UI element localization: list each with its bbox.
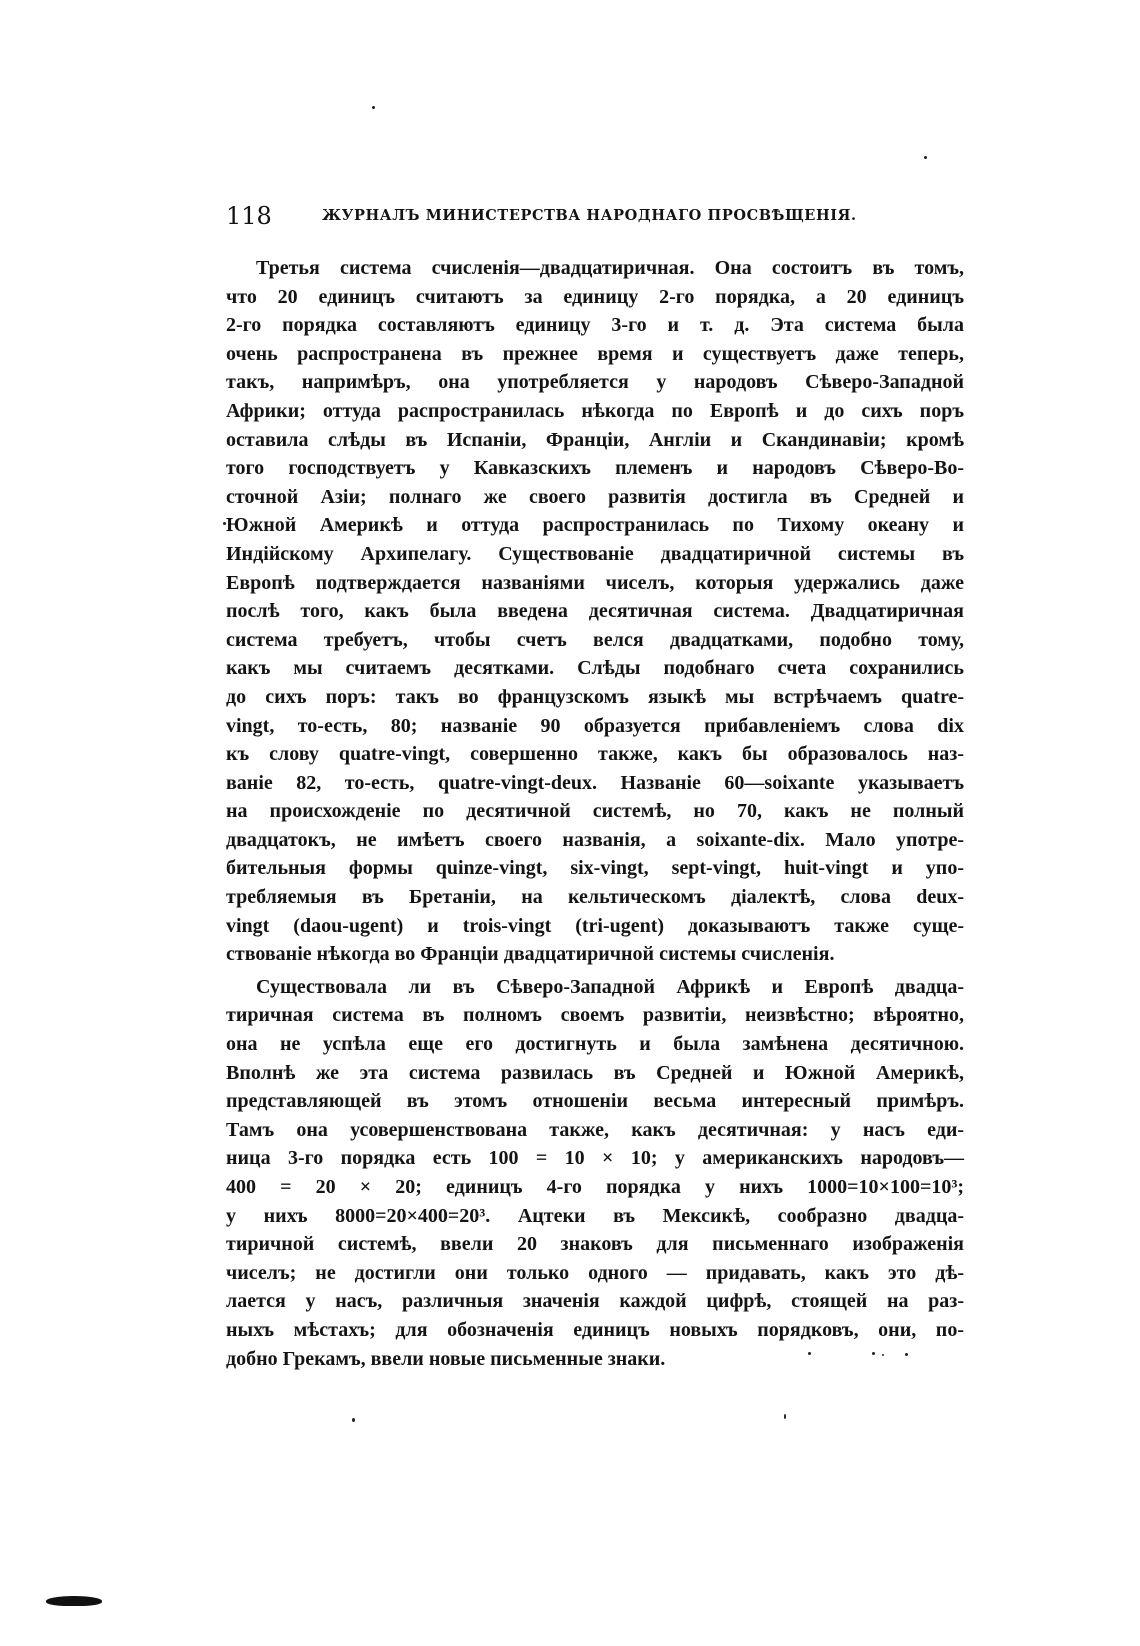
binding-mark [46, 1596, 102, 1606]
scan-speck [784, 1414, 786, 1419]
text-line: vingt, то-есть, 80; названіе 90 образуется прибавленіемъ слова dix [226, 714, 964, 737]
scan-speck [872, 1352, 875, 1355]
text-line: добно Грекамъ, ввели новые письменные знаки. [226, 1347, 666, 1370]
text-line: Южной Америкѣ и оттуда распространилась по Тихому океану и [226, 514, 964, 537]
text-line: бительныя формы quinze-vingt, six-vingt, sept-vingt, huit-vingt и упо- [226, 857, 964, 880]
text-line: она не успѣла еще его достигнуть и была замѣнена десятичною. [226, 1033, 964, 1056]
text-line: Вполнѣ же эта система развилась въ Средней и Южной Америкѣ, [226, 1061, 964, 1084]
scan-speck [808, 1352, 811, 1355]
text-line: до сихъ поръ: такъ во французскомъ языкѣ мы встрѣчаемъ quatre- [226, 685, 964, 708]
scan-speck [372, 106, 375, 109]
text-line: ваніе 82, то-есть, quatre-vingt-deux. Названіе 60—soixante указываетъ [226, 771, 964, 794]
running-head: ЖУРНАЛЪ МИНИСТЕРСТВА НАРОДНАГО ПРОСВѢЩЕНІЯ. [322, 207, 857, 224]
text-line: 400 = 20 × 20; единицъ 4-го порядка у нихъ 1000=10×100=10³; [226, 1176, 964, 1198]
text-line: Африки; оттуда распространилась нѣкогда по Европѣ и до сихъ поръ [226, 399, 964, 422]
text-line: какъ мы считаемъ десятками. Слѣды подобнаго счета сохранились [226, 657, 964, 680]
text-line: требляемыя въ Бретаніи, на кельтическомъ діалектѣ, слова deux- [226, 886, 964, 909]
text-line: Третья система счисленія—двадцатиричная. Она состоитъ въ томъ, [256, 257, 964, 279]
scan-speck [223, 522, 226, 525]
text-line: очень распространена въ прежнее время и существуетъ даже теперь, [226, 342, 964, 365]
page-number: 118 [226, 202, 272, 230]
scan-speck [352, 1418, 355, 1422]
paragraph [226, 973, 964, 1373]
text-line: лается у насъ, различныя значенія каждой цифрѣ, стоящей на раз- [226, 1290, 964, 1313]
page-header [226, 202, 872, 236]
text-line: Существовала ли въ Сѣверо-Западной Африкѣ и Европѣ двадца- [256, 975, 964, 998]
text-line: тиричной системѣ, ввели 20 знаковъ для письменнаго изображенія [226, 1233, 964, 1256]
text-line: на происхожденіе по десятичной системѣ, но 70, какъ не полный [226, 800, 964, 823]
body-text [226, 254, 964, 1373]
text-line: ствованіе нѣкогда во Франціи двадцатиричной системы счисленія. [226, 943, 835, 966]
text-line: 2-го порядка составляютъ единицу 3-го и т. д. Эта система была [226, 314, 964, 337]
text-line: чиселъ; не достигли они только одного — придавать, какъ это дѣ- [226, 1261, 964, 1284]
text-line: къ слову quatre-vingt, совершенно также, какъ бы образовалось наз- [226, 743, 964, 766]
scan-speck [924, 156, 927, 159]
text-line: система требуетъ, чтобы счетъ велся двадцатками, подобно тому, [226, 628, 964, 651]
text-line: ныхъ мѣстахъ; для обозначенія единицъ новыхъ порядковъ, они, по- [226, 1318, 964, 1341]
text-line: того господствуетъ у Кавказскихъ племенъ и народовъ Сѣверо-Во- [226, 457, 964, 480]
text-line: vingt (daou-ugent) и trois-vingt (tri-ugent) доказываютъ также суще- [226, 914, 964, 937]
text-line: такъ, напримѣръ, она употребляется у народовъ Сѣверо-Западной [226, 371, 964, 394]
text-line: тиричная система въ полномъ своемъ развитіи, неизвѣстно; вѣроятно, [226, 1004, 964, 1027]
text-line: представляющей въ этомъ отношеніи весьма интересный примѣръ. [226, 1090, 964, 1113]
text-line: оставила слѣды въ Испаніи, Франціи, Англіи и Скандинавіи; кромѣ [226, 428, 964, 451]
text-line: сточной Азіи; полнаго же своего развитія достигла въ Средней и [226, 485, 964, 508]
text-line: Европѣ подтверждается названіями чиселъ, которыя удержались даже [226, 571, 964, 594]
text-line: послѣ того, какъ была введена десятичная система. Двадцатиричная [226, 600, 964, 623]
paragraph [226, 254, 964, 969]
scan-speck [882, 1354, 884, 1356]
text-line: что 20 единицъ считаютъ за единицу 2-го порядка, а 20 единицъ [226, 285, 964, 308]
text-line: двадцатокъ, не имѣетъ своего названія, а soixante-dix. Мало употре- [226, 828, 964, 851]
scan-speck [905, 1353, 908, 1356]
text-line: Тамъ она усовершенствована также, какъ десятичная: у насъ еди- [226, 1118, 964, 1141]
text-line: ница 3-го порядка есть 100 = 10 × 10; у американскихъ народовъ— [226, 1147, 964, 1170]
text-line: Индійскому Архипелагу. Существованіе двадцатиричной системы въ [226, 542, 964, 565]
text-line: у нихъ 8000=20×400=20³. Ацтеки въ Мексикѣ, сообразно двадца- [226, 1204, 964, 1227]
